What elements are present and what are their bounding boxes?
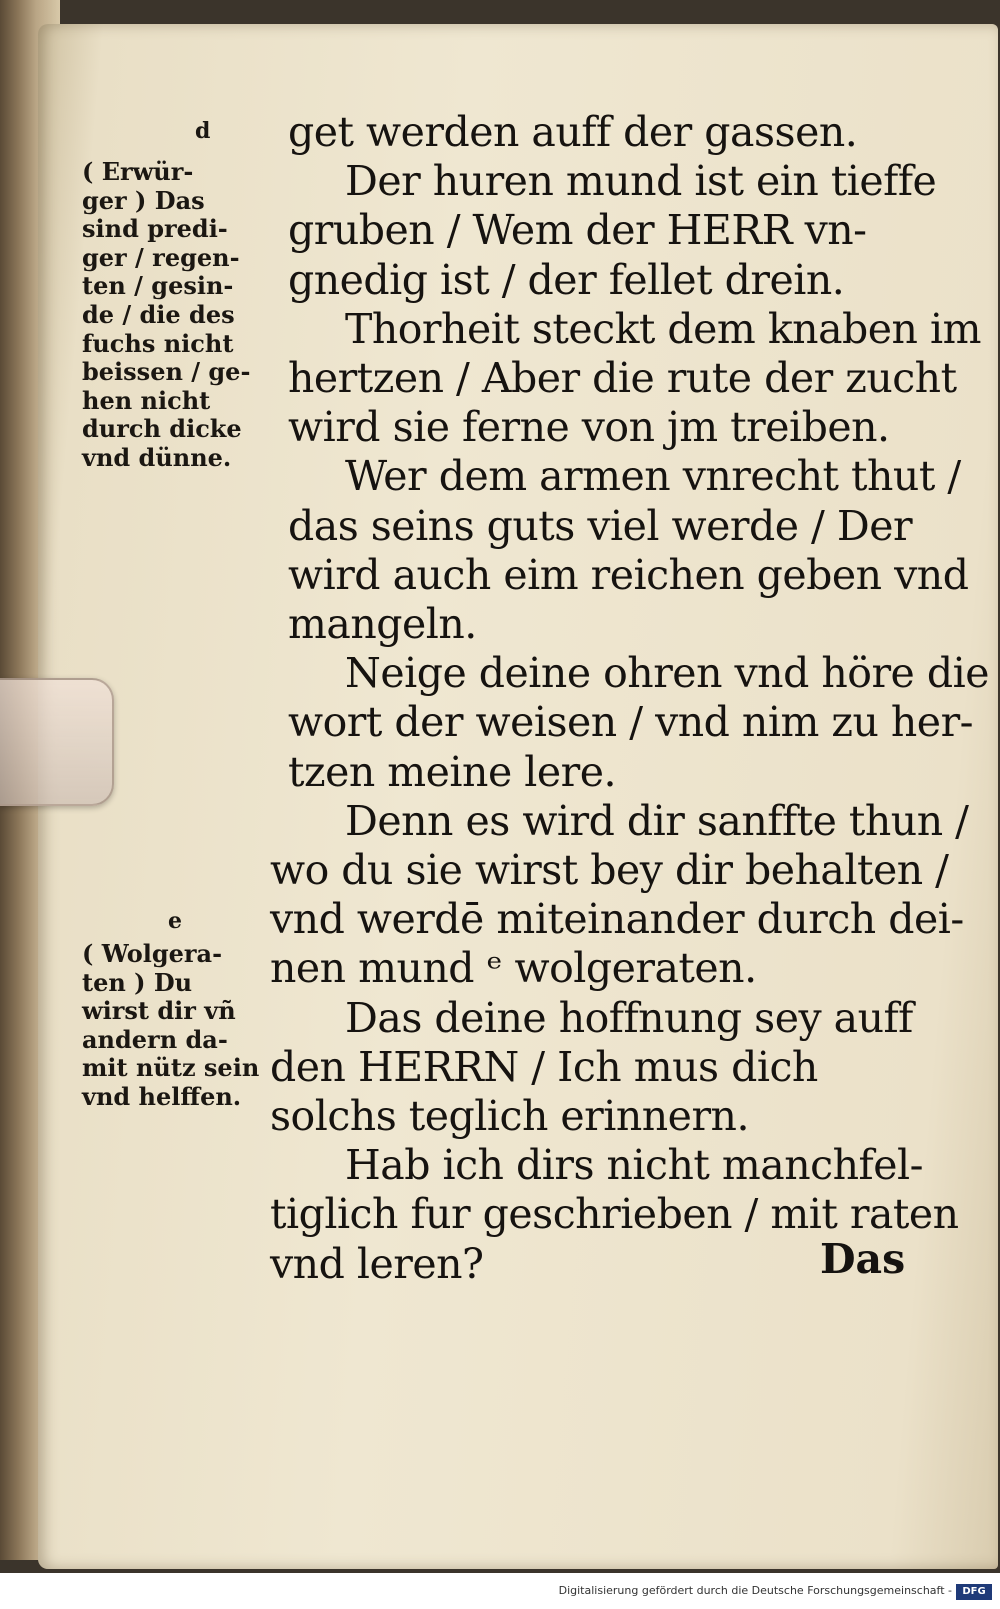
note-marker-d: d <box>195 118 211 144</box>
margin-line: hen nicht <box>82 385 211 415</box>
footer-credit: Digitalisierung gefördert durch die Deutsche Forschungsgemeinschaft - <box>558 1584 952 1597</box>
text-line: nen mund ᵉ wolgeraten. <box>270 944 757 993</box>
margin-note-e <box>82 940 267 1112</box>
margin-line: fuchs nicht <box>82 328 234 358</box>
verse-start: Der huren mund ist ein tieffe <box>345 157 937 206</box>
text-line: das seins guts viel werde / Der <box>288 501 913 550</box>
text-line: wo du sie wirst bey dir behalten / <box>270 846 949 895</box>
margin-line: beissen / ge- <box>82 357 251 387</box>
margin-line: wirst dir vñ <box>82 996 236 1026</box>
verse-start: Hab ich dirs nicht manchfel- <box>345 1141 923 1190</box>
margin-line: ten / gesin- <box>82 271 234 301</box>
text-line: tzen meine lere. <box>288 747 617 796</box>
footer-bar <box>0 1573 1000 1609</box>
verse-start: Thorheit steckt dem knaben im <box>345 304 981 353</box>
page-clip <box>0 678 114 806</box>
margin-note-d <box>82 158 267 473</box>
margin-line: ten ) Du <box>82 967 193 997</box>
text-line: mangeln. <box>288 600 477 649</box>
margin-line: ( Wolgera- <box>82 939 223 968</box>
margin-line: ( Erwür- <box>82 157 194 186</box>
margin-line: ger / regen- <box>82 242 240 272</box>
margin-line: mit nütz sein <box>82 1053 260 1083</box>
verse-start: Das deine hoffnung sey auff <box>345 993 913 1042</box>
note-marker-e: e <box>168 908 182 934</box>
catchword: Das <box>820 1235 906 1283</box>
text-line: get werden auff der gassen. <box>288 108 858 156</box>
margin-line: andern da- <box>82 1024 228 1054</box>
text-line: solchs teglich erinnern. <box>270 1092 749 1141</box>
dfg-logo-icon: DFG <box>956 1584 992 1600</box>
text-line: gruben / Wem der HERR vn- <box>288 206 867 255</box>
text-line: vnd werdē miteinander durch dei- <box>270 895 964 944</box>
margin-line: de / die des <box>82 299 235 329</box>
text-line: den HERRN / Ich mus dich <box>270 1042 818 1091</box>
text-line: vnd leren? <box>270 1239 484 1288</box>
main-text-block <box>270 108 989 1289</box>
margin-line: sind predi- <box>82 214 228 244</box>
text-line: wird sie ferne von jm treiben. <box>288 403 890 452</box>
text-line: gnedig ist / der fellet drein. <box>288 255 845 304</box>
margin-line: durch dicke <box>82 414 242 444</box>
verse-start: Denn es wird dir sanffte thun / <box>345 796 969 845</box>
verse-start: Neige deine ohren vnd höre die <box>345 649 989 698</box>
text-line: tiglich fur geschrieben / mit raten <box>270 1190 959 1239</box>
text-line: hertzen / Aber die rute der zucht <box>288 354 957 403</box>
margin-line: vnd dünne. <box>82 442 232 472</box>
text-line: wird auch eim reichen geben vnd <box>288 550 969 599</box>
margin-line: vnd helffen. <box>82 1081 242 1111</box>
text-line: wort der weisen / vnd nim zu her- <box>288 698 974 747</box>
verse-start: Wer dem armen vnrecht thut / <box>345 452 961 501</box>
margin-line: ger ) Das <box>82 185 205 215</box>
